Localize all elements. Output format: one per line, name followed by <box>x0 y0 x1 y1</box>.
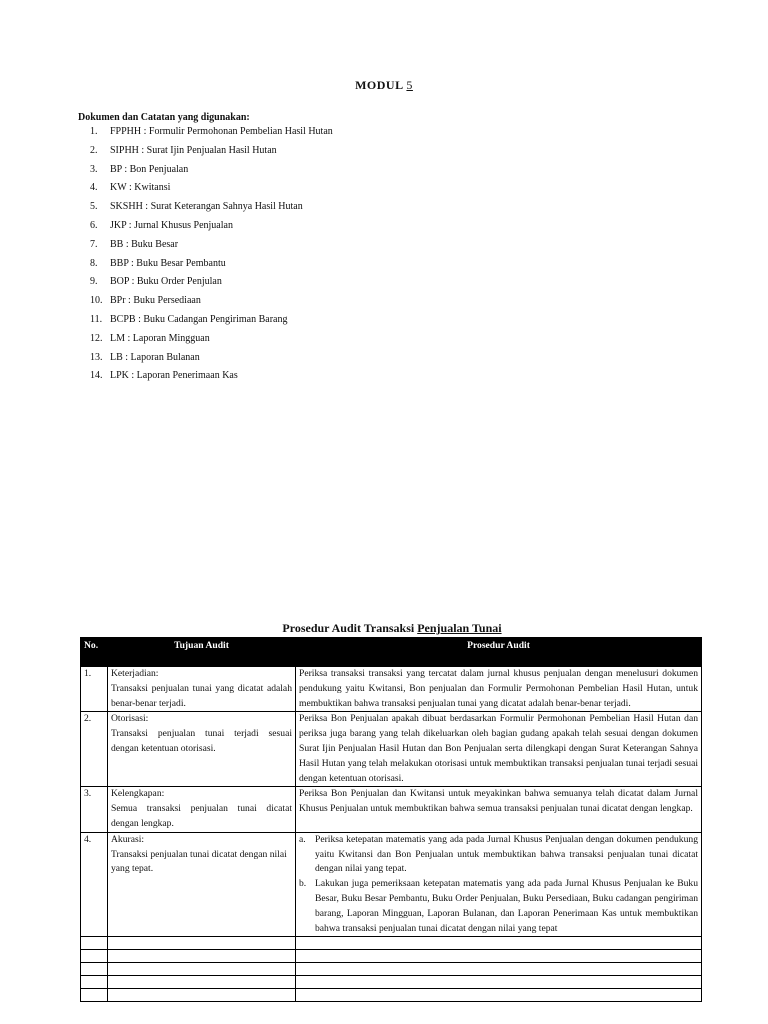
procedure-step-a: a. Periksa ketepatan matematis yang ada pada Jurnal Khusus Penjualan dengan dokumen pendukung yaitu Kwitansi dan Bon Penjualan untuk membuktikan bahwa transaksi penjualan tunai dicatat dengan nilai yang tepat. <box>299 833 698 875</box>
documents-list <box>90 125 333 388</box>
row-procedure: Periksa transaksi transaksi yang tercatat dalam jurnal khusus penjualan dengan menelusuri dokumen pendukung yaitu Kwitansi, Bon penjualan dan Formulir Permohonan Pembelian Hasil Hutan, untuk membuktikan bahwa transaksi penjualan tunai yang dicatat adalah benar-benar terjadi. <box>296 667 702 712</box>
row-number: 2. <box>81 712 108 787</box>
list-item: 11. BCPB : Buku Cadangan Pengiriman Barang <box>90 313 288 325</box>
list-item: 12. LM : Laporan Mingguan <box>90 332 210 344</box>
procedure-step-b: b. Lakukan juga pemeriksaan ketepatan matematis yang ada pada Jurnal Khusus Penjualan ke Buku Besar, Buku Besar Pembantu, Buku Order Penjualan, Buku Persediaan, Buku cadangan pengiriman barang, Laporan Mingguan, Laporan Bulanan, dan Laporan Penerimaan Kas untuk membuktikan bahwa transaksi penjualan tunai dicatat dengan nilai yang tepat <box>299 878 698 934</box>
audit-procedure-table <box>80 637 702 1002</box>
list-item: 3. BP : Bon Penjualan <box>90 163 189 175</box>
row-number: 3. <box>81 787 108 832</box>
row-procedure: Periksa Bon Penjualan dan Kwitansi untuk meyakinkan bahwa semuanya telah dicatat dalam Jurnal Khusus Penjualan untuk membuktikan bahwa semua transaksi penjualan tunai dicatat dengan lengkap. <box>296 787 702 832</box>
list-item: 1. FPPHH : Formulir Permohonan Pembelian Hasil Hutan <box>90 126 333 137</box>
empty-table-row <box>81 963 702 976</box>
list-item: 9. BOP : Buku Order Penjulan <box>90 276 222 288</box>
section-title: Prosedur Audit Transaksi Penjualan Tunai <box>282 621 502 635</box>
header-procedure: Prosedur Audit <box>296 638 702 667</box>
list-item: 6. JKP : Jurnal Khusus Penjualan <box>90 219 233 231</box>
module-number: 5 <box>406 78 413 92</box>
module-title: MODUL 5 <box>355 78 413 92</box>
list-item: 8. BBP : Buku Besar Pembantu <box>90 257 226 269</box>
empty-table-row <box>81 989 702 1002</box>
empty-table-row <box>81 950 702 963</box>
list-item: 13. LB : Laporan Bulanan <box>90 351 200 363</box>
row-goal: Keterjadian: Transaksi penjualan tunai yang dicatat adalah benar-benar terjadi. <box>108 667 296 712</box>
row-goal: Otorisasi: Transaksi penjualan tunai terjadi sesuai dengan ketentuan otorisasi. <box>108 712 296 787</box>
row-procedure <box>296 832 702 937</box>
row-procedure: Periksa Bon Penjualan apakah dibuat berdasarkan Formulir Permohonan Pembelian Hasil Hutan dan periksa juga barang yang telah dikeluarkan oleh bagian gudang apakah telah sesuai dengan dokumen Surat Ijin Penjualan Hasil Hutan dan Bon Penjualan serta dilengkapi dengan Surat Keterangan Sahnya Hasil Hutan yang telah melakukan otorisasi untuk membuktikan transaksi penjualan tunai terjadi sesuai dengan ketentuan otorisasi. <box>296 712 702 787</box>
list-item: 14. LPK : Laporan Penerimaan Kas <box>90 370 238 382</box>
row-number: 4. <box>81 832 108 937</box>
list-item: 4. KW : Kwitansi <box>90 182 171 194</box>
table-row <box>81 712 702 787</box>
header-goal: Tujuan Audit <box>108 638 296 667</box>
row-number: 1. <box>81 667 108 712</box>
empty-table-row <box>81 937 702 950</box>
list-item: 2. SIPHH : Surat Ijin Penjualan Hasil Hutan <box>90 144 277 156</box>
row-goal: Kelengkapan: Semua transaksi penjualan tunai dicatat dengan lengkap. <box>108 787 296 832</box>
table-header-row <box>81 638 702 667</box>
empty-table-row <box>81 976 702 989</box>
documents-heading: Dokumen dan Catatan yang digunakan: <box>78 112 250 123</box>
table-row <box>81 667 702 712</box>
table-row <box>81 832 702 937</box>
list-item: 7. BB : Buku Besar <box>90 238 179 250</box>
header-no: No. <box>81 638 108 667</box>
row-goal: Akurasi: Transaksi penjualan tunai dicatat dengan nilai yang tepat. <box>108 832 296 937</box>
list-item: 10. BPr : Buku Persediaan <box>90 295 201 307</box>
list-item: 5. SKSHH : Surat Keterangan Sahnya Hasil Hutan <box>90 201 303 213</box>
table-row <box>81 787 702 832</box>
